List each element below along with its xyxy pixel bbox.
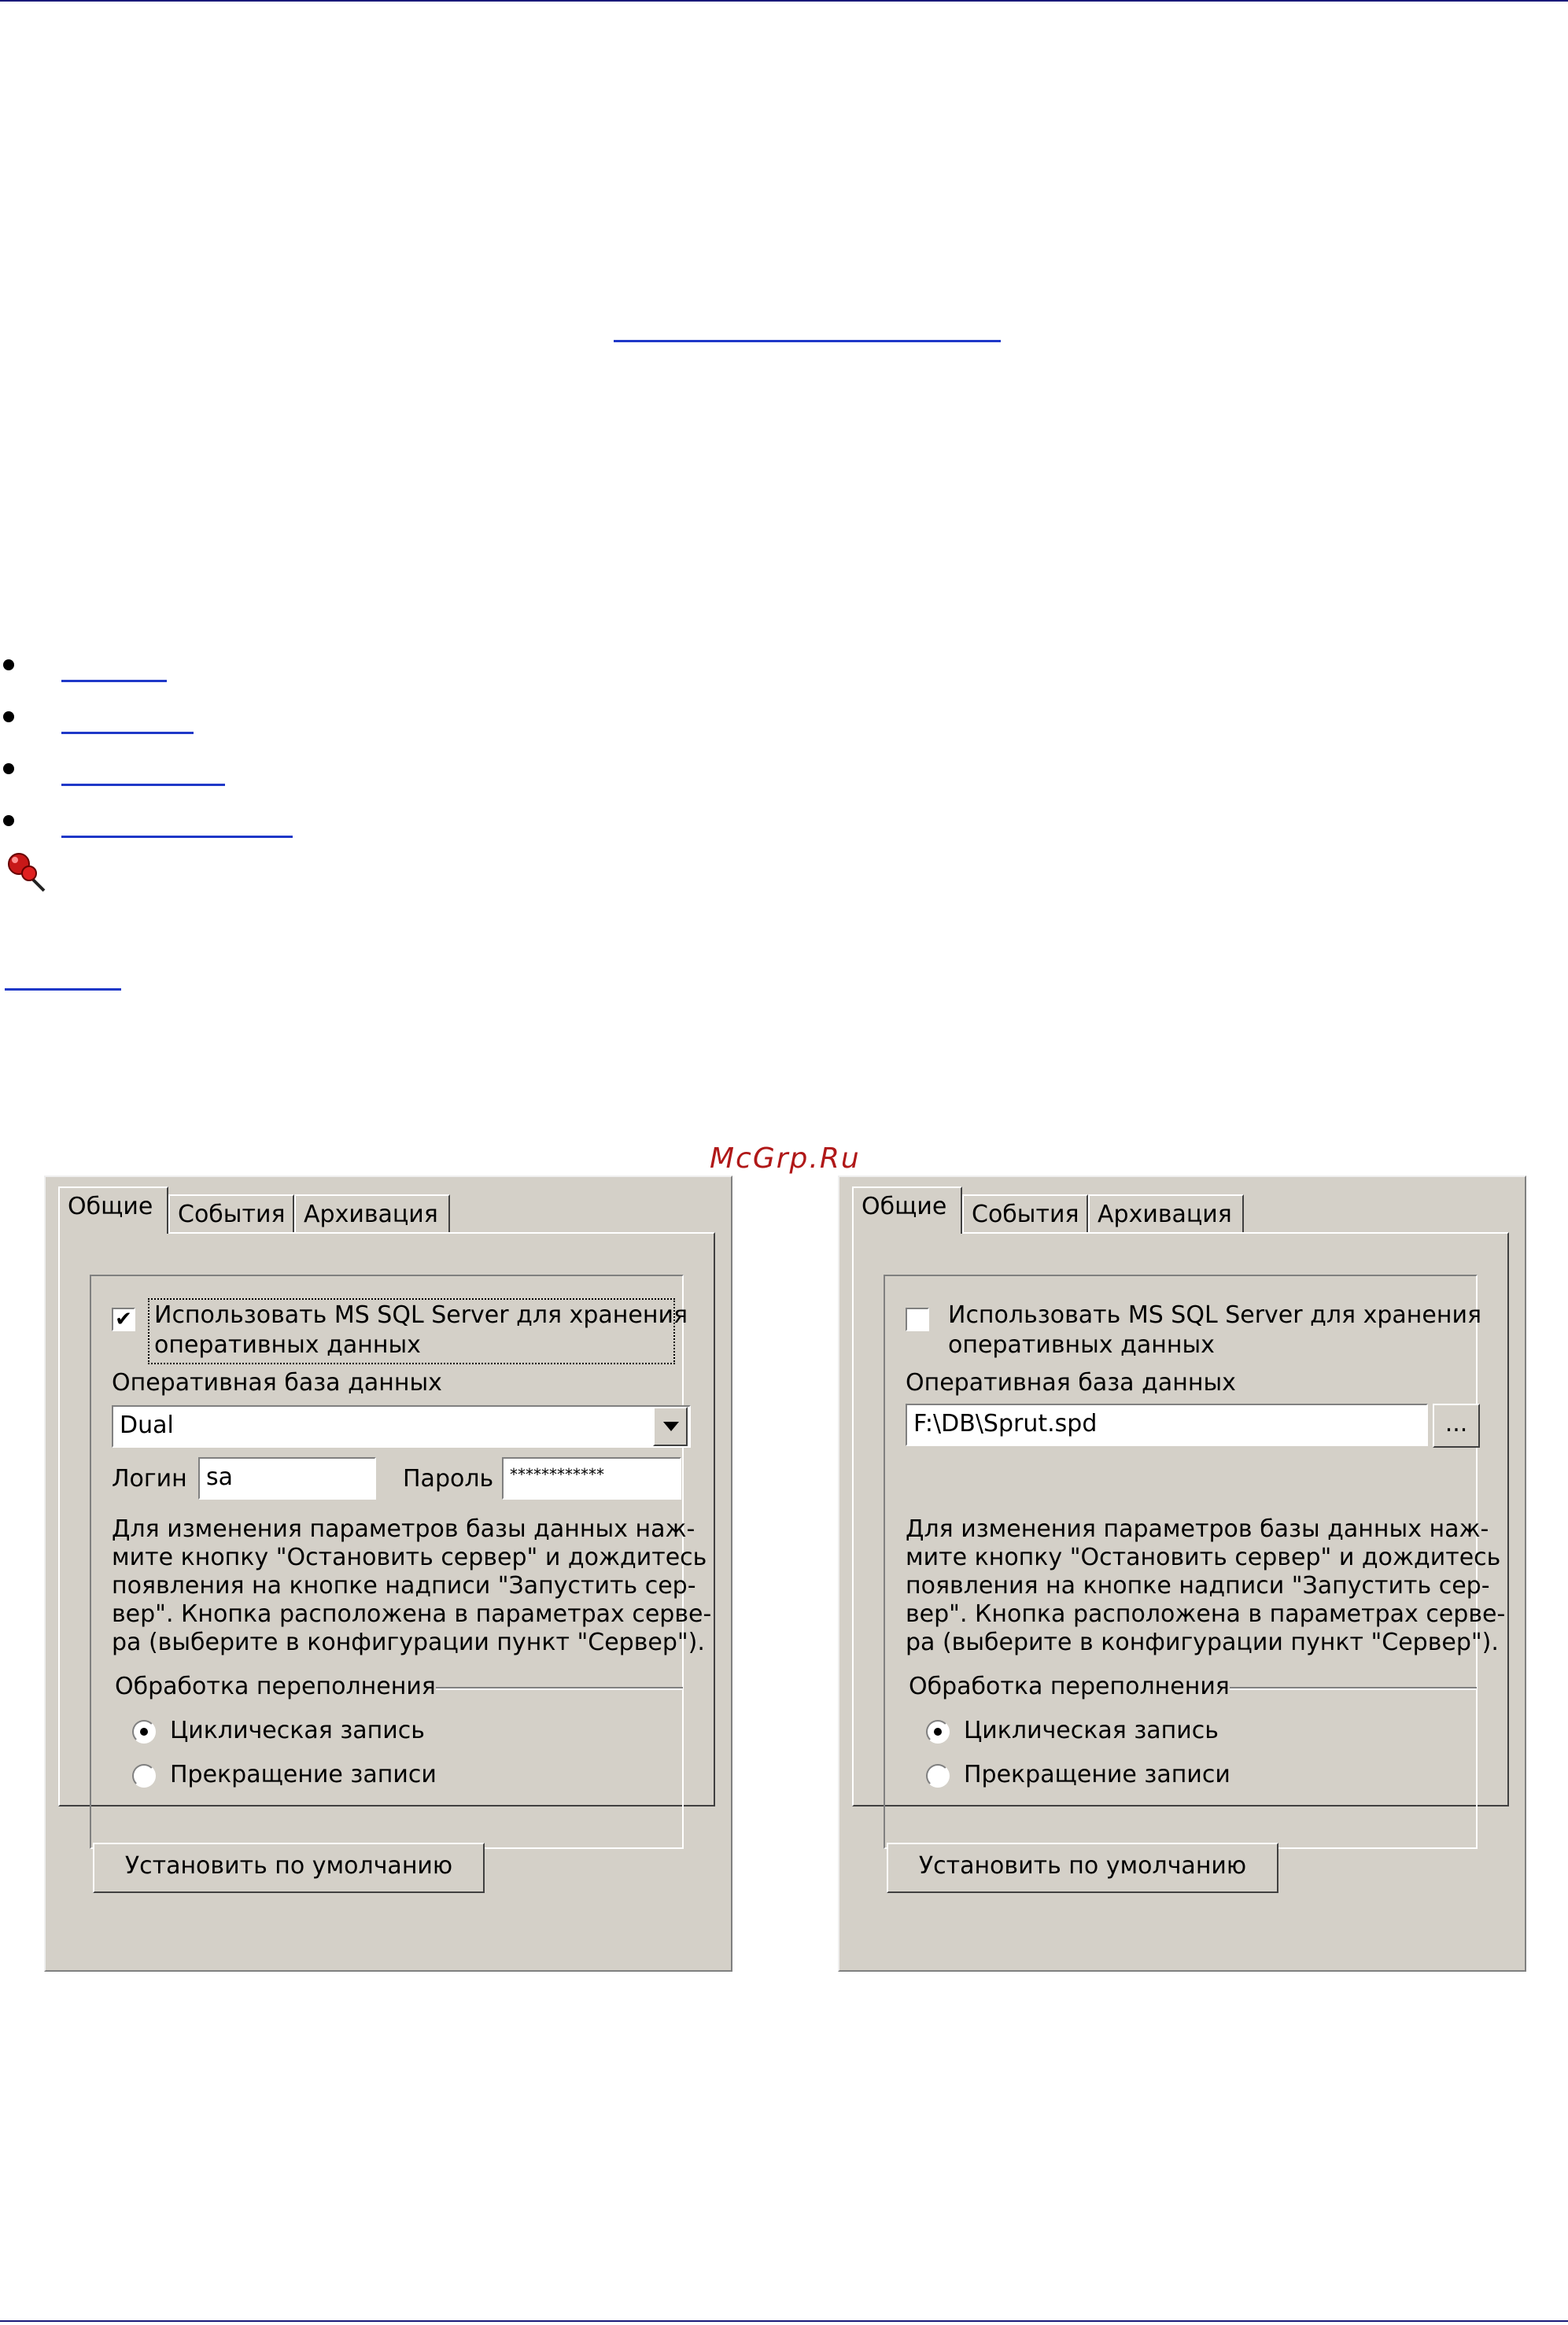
use-sql-label-line1: Использовать MS SQL Server для хранения xyxy=(948,1301,1482,1329)
bullet xyxy=(3,659,14,670)
radio-stop-label: Прекращение записи xyxy=(170,1761,437,1788)
radio-cyclic-label: Циклическая запись xyxy=(964,1717,1219,1744)
overflow-group-label: Обработка переполнения xyxy=(909,1673,1230,1700)
settings-dialog-file xyxy=(838,1175,1526,1972)
help-text-line: мите кнопку "Остановить сервер" и дождитесь xyxy=(112,1544,707,1571)
radio-stop[interactable] xyxy=(926,1764,950,1788)
divider xyxy=(436,1687,683,1690)
tab-archive[interactable]: Архивация xyxy=(1088,1194,1244,1232)
use-sql-checkbox[interactable] xyxy=(906,1308,929,1331)
tab-events[interactable]: События xyxy=(168,1194,294,1232)
bullet xyxy=(3,711,14,722)
overflow-group-label: Обработка переполнения xyxy=(115,1673,436,1700)
db-path-input[interactable]: F:\DB\Sprut.spd xyxy=(906,1404,1428,1446)
settings-dialog-sql xyxy=(44,1175,732,1972)
list-link-1[interactable] xyxy=(61,680,167,682)
help-text-line: появления на кнопке надписи "Запустить сер- xyxy=(906,1572,1490,1600)
use-sql-label-line2: оперативных данных xyxy=(948,1331,1215,1359)
login-input[interactable]: sa xyxy=(198,1457,376,1500)
help-text-line: Для изменения параметров базы данных наж- xyxy=(906,1515,1489,1543)
radio-cyclic-label: Циклическая запись xyxy=(170,1717,425,1744)
tab-archive[interactable]: Архивация xyxy=(294,1194,450,1232)
settings-group xyxy=(90,1275,712,1849)
use-sql-checkbox[interactable]: ✔ xyxy=(112,1308,135,1331)
radio-cyclic[interactable] xyxy=(132,1720,156,1744)
use-sql-label-line1: Использовать MS SQL Server для хранения xyxy=(154,1301,688,1329)
dropdown-arrow-icon[interactable] xyxy=(653,1407,688,1446)
settings-group xyxy=(884,1275,1506,1849)
bullet xyxy=(3,763,14,774)
top-rule xyxy=(0,0,1568,2)
tab-general[interactable]: Общие xyxy=(58,1186,168,1234)
browse-button[interactable]: ... xyxy=(1433,1404,1480,1448)
list-link-2[interactable] xyxy=(61,732,194,734)
help-text-line: ра (выберите в конфигурации пункт "Сервер"). xyxy=(112,1629,705,1656)
db-label: Оперативная база данных xyxy=(112,1369,442,1397)
help-text-line: вер". Кнопка расположена в параметрах серве- xyxy=(112,1600,712,1628)
link-underline-1[interactable] xyxy=(614,340,1001,342)
tab-general[interactable]: Общие xyxy=(852,1186,962,1234)
tab-panel-general xyxy=(58,1232,715,1806)
tab-events[interactable]: События xyxy=(962,1194,1088,1232)
list-link-3[interactable] xyxy=(61,784,225,786)
help-text-line: вер". Кнопка расположена в параметрах серве- xyxy=(906,1600,1506,1628)
password-label: Пароль xyxy=(403,1465,494,1493)
help-text-line: появления на кнопке надписи "Запустить сер- xyxy=(112,1572,696,1600)
help-text-line: Для изменения параметров базы данных наж- xyxy=(112,1515,695,1543)
radio-stop-label: Прекращение записи xyxy=(964,1761,1230,1788)
link-underline-back[interactable] xyxy=(5,988,121,991)
bullet xyxy=(3,815,14,826)
radio-cyclic[interactable] xyxy=(926,1720,950,1744)
bottom-rule xyxy=(0,2320,1568,2322)
tab-panel-general xyxy=(852,1232,1509,1806)
db-label: Оперативная база данных xyxy=(906,1369,1236,1397)
pushpin-icon xyxy=(3,850,47,894)
list-link-4[interactable] xyxy=(61,836,293,838)
set-default-button[interactable]: Установить по умолчанию xyxy=(93,1843,485,1893)
divider xyxy=(1230,1687,1477,1690)
login-label: Логин xyxy=(112,1465,187,1493)
watermark: McGrp.Ru xyxy=(710,1142,861,1175)
password-input[interactable]: ************ xyxy=(502,1457,681,1500)
help-text-line: мите кнопку "Остановить сервер" и дождитесь xyxy=(906,1544,1501,1571)
radio-stop[interactable] xyxy=(132,1764,156,1788)
db-select[interactable]: Dual xyxy=(112,1405,691,1448)
help-text-line: ра (выберите в конфигурации пункт "Сервер"). xyxy=(906,1629,1499,1656)
use-sql-label-line2: оперативных данных xyxy=(154,1331,421,1359)
set-default-button[interactable]: Установить по умолчанию xyxy=(887,1843,1278,1893)
